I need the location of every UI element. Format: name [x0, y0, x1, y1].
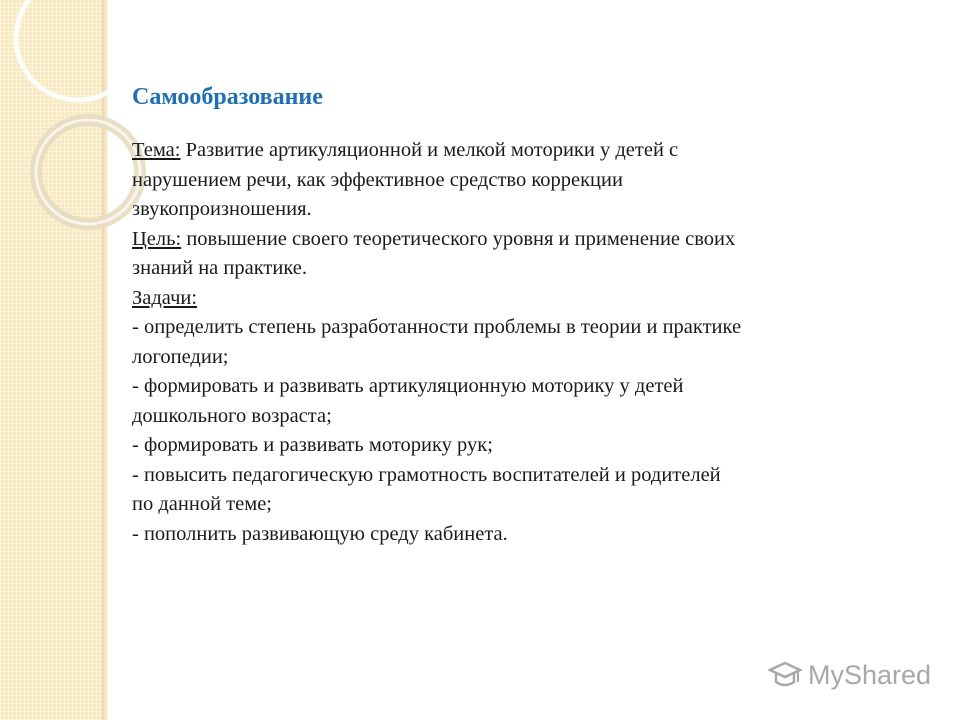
- slide-body: [132, 136, 932, 549]
- ring-medium-highlight: [36, 120, 140, 224]
- topic-line-1: [132, 136, 932, 166]
- tasks-label: Задачи:: [132, 286, 198, 309]
- watermark-text: MyShared: [808, 659, 932, 690]
- topic-label: Тема:: [132, 139, 181, 161]
- topic-text-1: Развитие артикуляционной и мелкой моторики у детей с: [180, 139, 679, 161]
- ring-large: [16, 0, 140, 100]
- task-4-line-1: - повысить педагогическую грамотность воспитателей и родителей: [132, 463, 721, 486]
- task-1-line-2: логопедии;: [132, 345, 229, 368]
- task-2-line-1: - формировать и развивать артикуляционную моторику у детей: [132, 375, 684, 397]
- task-2-line-2: дошкольного возраста;: [132, 404, 332, 427]
- mortarboard-icon: [768, 658, 802, 692]
- tasks-label-line: [132, 284, 932, 314]
- topic-line-2: нарушением речи, как эффективное средство коррекции: [132, 168, 623, 191]
- goal-label: Цель:: [132, 227, 182, 250]
- task-4-line-2: по данной теме;: [132, 493, 272, 515]
- goal-text-1: повышение своего теоретического уровня и применение своих: [181, 227, 736, 250]
- myshared-watermark: [768, 655, 931, 695]
- slide-title: Самообразование: [132, 84, 323, 110]
- task-5-line-1: - пополнить развивающую среду кабинета.: [132, 522, 508, 545]
- slide-content: [132, 82, 932, 549]
- goal-line-2: знаний на практике.: [132, 257, 308, 279]
- task-3-line-1: - формировать и развивать моторику рук;: [132, 434, 493, 456]
- goal-line-1: [132, 225, 932, 255]
- task-1-line-1: - определить степень разработанности проблемы в теории и практике: [132, 316, 742, 338]
- topic-line-3: звукопроизношения.: [132, 198, 312, 220]
